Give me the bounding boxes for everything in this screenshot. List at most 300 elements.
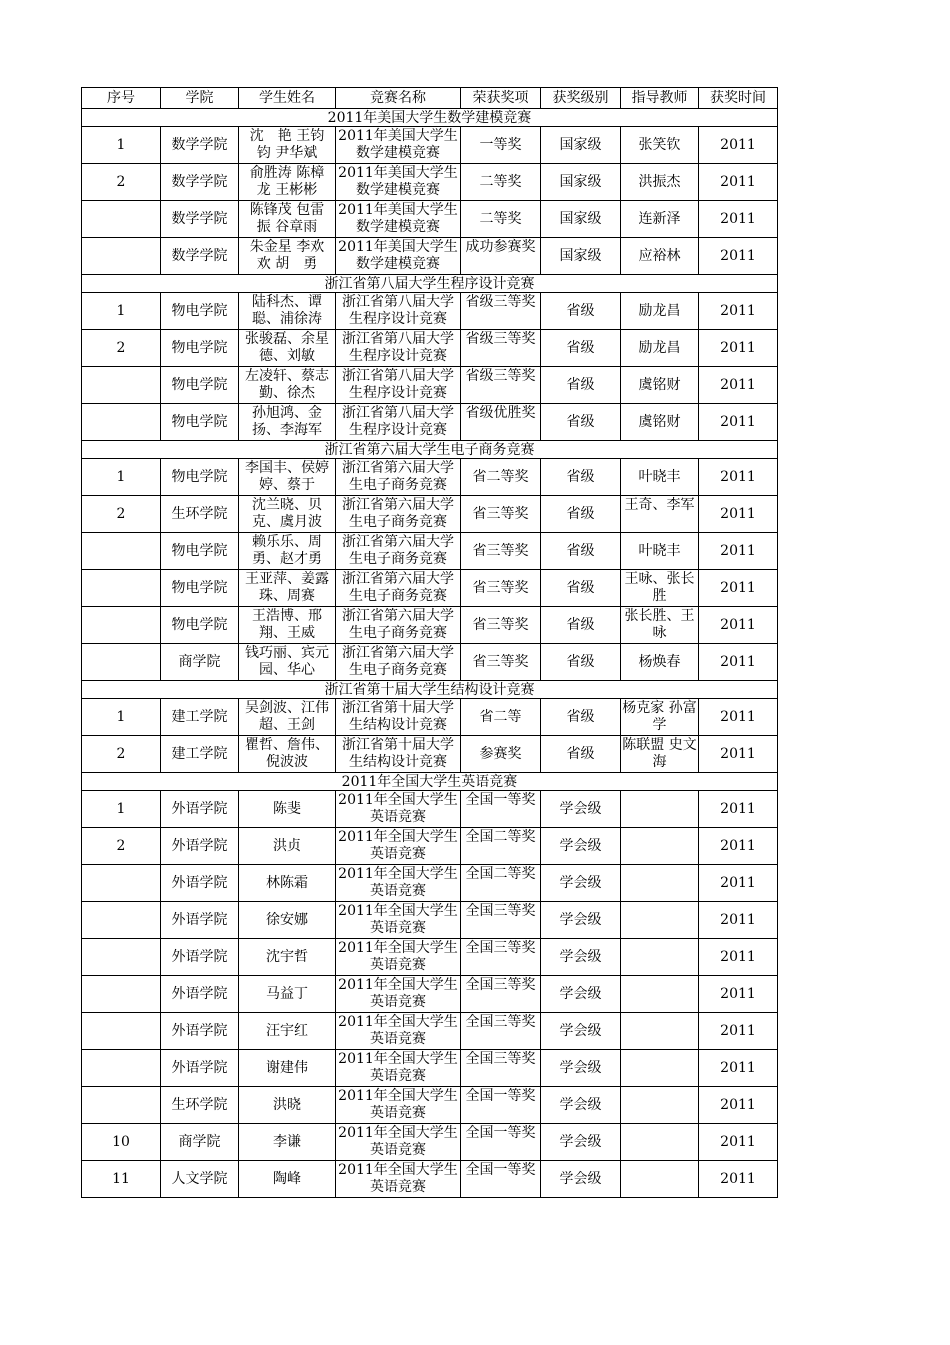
section-title-row (82, 441, 778, 459)
table-row (82, 1161, 778, 1198)
cell-content (336, 201, 460, 237)
cell-text: 物电学院 (171, 468, 228, 485)
cell-text: 赖乐乐、周勇、赵才勇 (252, 534, 322, 567)
cell-content (541, 828, 620, 864)
cell-content (541, 127, 620, 163)
cell-content (461, 127, 540, 163)
cell-text: 全国三等奖 (465, 940, 536, 956)
cell-content (161, 164, 238, 200)
cell-student-names (239, 976, 336, 1013)
cell-text: 国家级 (559, 173, 602, 190)
cell-content (461, 404, 540, 440)
cell-content (336, 293, 460, 329)
cell-content (621, 533, 698, 569)
cell-text: 省级 (566, 376, 595, 393)
cell-advisor (621, 164, 699, 201)
cell-award-year (699, 791, 778, 828)
table-row (82, 367, 778, 404)
cell-award-level (541, 902, 621, 939)
cell-competition (336, 828, 461, 865)
cell-content (699, 238, 777, 274)
cell-content (699, 1050, 777, 1086)
cell-index (82, 201, 161, 238)
cell-content (621, 238, 698, 274)
cell-content (161, 902, 238, 938)
cell-content (82, 902, 160, 938)
cell-award-level (541, 791, 621, 828)
table-row (82, 607, 778, 644)
cell-content (541, 1087, 620, 1123)
cell-index (82, 330, 161, 367)
cell-content (82, 865, 160, 901)
cell-text: 2011 (720, 413, 756, 430)
cell-text: 国家级 (559, 136, 602, 153)
cell-award-level (541, 238, 621, 275)
cell-content (336, 238, 460, 274)
cell-text: 瞿哲、詹伟、倪波波 (245, 737, 329, 770)
cell-text: 国家级 (559, 210, 602, 227)
cell-college (161, 238, 239, 275)
cell-award-year (699, 496, 778, 533)
cell-advisor (621, 238, 699, 275)
cell-content (336, 1087, 460, 1123)
cell-college (161, 699, 239, 736)
cell-text: 省级 (566, 339, 595, 356)
cell-content (336, 791, 460, 827)
cell-content (621, 976, 698, 1012)
cell-award-year (699, 976, 778, 1013)
cell-content (82, 164, 160, 200)
cell-text: 省二等 (479, 708, 522, 725)
cell-content (82, 404, 160, 440)
cell-competition (336, 1124, 461, 1161)
cell-student-names (239, 865, 336, 902)
cell-text: 学会级 (559, 837, 602, 854)
cell-advisor (621, 404, 699, 441)
table-row (82, 201, 778, 238)
cell-text: 2011年全国大学生英语竞赛 (338, 1162, 458, 1195)
cell-content (161, 607, 238, 643)
cell-college (161, 1161, 239, 1198)
table-row (82, 533, 778, 570)
cell-content (461, 1124, 540, 1160)
cell-text: 2011 (720, 376, 756, 393)
cell-award-year (699, 902, 778, 939)
cell-content (461, 201, 540, 237)
cell-text: 俞胜涛 陈樟龙 王彬彬 (249, 165, 325, 198)
cell-index (82, 496, 161, 533)
cell-award-year (699, 367, 778, 404)
cell-competition (336, 736, 461, 773)
cell-text: 2011 (720, 1059, 756, 1076)
cell-advisor (621, 791, 699, 828)
cell-content (82, 127, 160, 163)
cell-competition (336, 404, 461, 441)
cell-content (461, 865, 540, 901)
cell-text: 虞铭财 (638, 376, 681, 393)
cell-text: 数学学院 (171, 136, 228, 153)
cell-content (621, 939, 698, 975)
cell-content (82, 607, 160, 643)
cell-text: 浙江省第八届大学生程序设计竞赛 (342, 368, 454, 401)
cell-content (239, 791, 335, 827)
cell-content (239, 164, 335, 200)
cell-award-year (699, 607, 778, 644)
table-row (82, 791, 778, 828)
cell-index (82, 238, 161, 275)
cell-content (161, 570, 238, 606)
cell-content (239, 644, 335, 680)
cell-content (541, 404, 620, 440)
cell-award-year (699, 238, 778, 275)
cell-student-names (239, 293, 336, 330)
cell-text: 叶晓丰 (638, 542, 681, 559)
section-title-row (82, 681, 778, 699)
cell-content (82, 459, 160, 495)
cell-index (82, 736, 161, 773)
cell-text: 学会级 (559, 1059, 602, 1076)
cell-college (161, 404, 239, 441)
cell-advisor (621, 533, 699, 570)
cell-content (161, 1161, 238, 1197)
cell-content (239, 238, 335, 274)
cell-text: 洪晓 (273, 1096, 301, 1113)
cell-content (541, 1013, 620, 1049)
cell-advisor (621, 828, 699, 865)
cell-text: 林陈霜 (266, 874, 308, 891)
cell-text: 浙江省第六届大学生电子商务竞赛 (342, 608, 454, 641)
cell-content (239, 976, 335, 1012)
cell-text: 物电学院 (171, 376, 228, 393)
cell-content (699, 459, 777, 495)
cell-text: 2011年全国大学生英语竞赛 (338, 903, 458, 936)
cell-student-names (239, 533, 336, 570)
cell-text: 2011年美国大学生数学建模竞赛 (338, 165, 458, 198)
cell-content (461, 939, 540, 975)
cell-content (541, 699, 620, 735)
cell-content (621, 828, 698, 864)
cell-text: 沈 艳 王钧钧 尹华斌 (249, 128, 325, 161)
cell-content (541, 607, 620, 643)
cell-content (161, 1013, 238, 1049)
cell-content (336, 570, 460, 606)
cell-text: 全国一等奖 (465, 792, 536, 808)
cell-content (239, 1087, 335, 1123)
cell-index (82, 828, 161, 865)
cell-award (461, 699, 541, 736)
cell-award-year (699, 127, 778, 164)
cell-college (161, 293, 239, 330)
cell-student-names (239, 238, 336, 275)
cell-content (239, 1161, 335, 1197)
cell-competition (336, 791, 461, 828)
cell-content (461, 736, 540, 772)
cell-content (699, 699, 777, 735)
cell-text: 洪贞 (273, 837, 301, 854)
header-cell-student-names: 学生姓名 (239, 88, 336, 109)
cell-text: 李国丰、侯婷婷、蔡于 (245, 460, 329, 493)
cell-text: 王咏、张长胜 (624, 571, 695, 604)
cell-content (161, 1050, 238, 1086)
table-row (82, 1013, 778, 1050)
cell-text: 张长胜、王咏 (624, 608, 695, 641)
cell-award (461, 293, 541, 330)
cell-advisor (621, 459, 699, 496)
cell-content (461, 1161, 540, 1197)
cell-content (541, 865, 620, 901)
cell-text: 1 (116, 800, 126, 817)
cell-content (239, 1013, 335, 1049)
cell-award-level (541, 533, 621, 570)
cell-content (621, 496, 698, 532)
cell-content (699, 902, 777, 938)
cell-index (82, 1124, 161, 1161)
cell-text: 2011 (720, 745, 756, 762)
cell-advisor (621, 865, 699, 902)
cell-content (461, 367, 540, 403)
cell-index (82, 644, 161, 681)
cell-competition (336, 459, 461, 496)
cell-content (336, 902, 460, 938)
cell-award-year (699, 201, 778, 238)
cell-text: 2011年美国大学生数学建模竞赛 (338, 128, 458, 161)
table-row (82, 496, 778, 533)
cell-college (161, 902, 239, 939)
cell-text: 汪宇红 (266, 1022, 308, 1039)
section-title: 浙江省第六届大学生电子商务竞赛 (82, 441, 778, 459)
cell-index (82, 1161, 161, 1198)
cell-content (621, 1161, 698, 1197)
cell-award (461, 496, 541, 533)
cell-text: 2011年美国大学生数学建模竞赛 (338, 202, 458, 235)
section-title-row (82, 109, 778, 127)
cell-competition (336, 367, 461, 404)
cell-competition (336, 1161, 461, 1198)
cell-college (161, 127, 239, 164)
cell-content (699, 939, 777, 975)
cell-content (82, 828, 160, 864)
cell-content (541, 644, 620, 680)
cell-student-names (239, 791, 336, 828)
header-cell-college: 学院 (161, 88, 239, 109)
table-row (82, 1087, 778, 1124)
cell-content (161, 127, 238, 163)
cell-content (336, 1013, 460, 1049)
cell-content (461, 293, 540, 329)
cell-award-year (699, 533, 778, 570)
cell-content (336, 1161, 460, 1197)
cell-text: 浙江省第八届大学生程序设计竞赛 (342, 405, 454, 438)
cell-content (461, 976, 540, 1012)
cell-content (699, 865, 777, 901)
cell-award (461, 939, 541, 976)
cell-text: 2 (116, 745, 126, 762)
cell-text: 2011 (720, 708, 756, 725)
cell-text: 谢建伟 (266, 1059, 308, 1076)
cell-content (161, 865, 238, 901)
cell-text: 1 (116, 708, 126, 725)
cell-index (82, 293, 161, 330)
cell-text: 2011年全国大学生英语竞赛 (338, 940, 458, 973)
header-cell-award-year: 获奖时间 (699, 88, 778, 109)
cell-text: 沈兰晓、贝克、虞月波 (252, 497, 322, 530)
cell-text: 数学学院 (171, 173, 228, 190)
cell-content (461, 1013, 540, 1049)
cell-content (461, 330, 540, 366)
cell-text: 省级 (566, 302, 595, 319)
cell-content (161, 201, 238, 237)
cell-text: 2011 (720, 136, 756, 153)
cell-text: 2011年全国大学生英语竞赛 (338, 1125, 458, 1158)
cell-student-names (239, 1161, 336, 1198)
cell-content (239, 496, 335, 532)
cell-text: 外语学院 (171, 1022, 228, 1039)
cell-text: 数学学院 (171, 247, 228, 264)
cell-text: 2011年全国大学生英语竞赛 (338, 829, 458, 862)
cell-index (82, 1013, 161, 1050)
cell-text: 外语学院 (171, 948, 228, 965)
cell-text: 陈锋茂 包雷振 谷章雨 (249, 202, 325, 235)
cell-text: 浙江省第六届大学生电子商务竞赛 (342, 460, 454, 493)
cell-text: 建工学院 (171, 745, 228, 762)
cell-index (82, 533, 161, 570)
cell-content (161, 459, 238, 495)
cell-content (541, 1161, 620, 1197)
cell-award-level (541, 570, 621, 607)
cell-college (161, 1050, 239, 1087)
cell-competition (336, 570, 461, 607)
cell-text: 2011 (720, 911, 756, 928)
cell-text: 2 (116, 339, 126, 356)
cell-content (621, 367, 698, 403)
cell-content (336, 607, 460, 643)
cell-text: 省三等奖 (472, 505, 529, 522)
cell-competition (336, 865, 461, 902)
cell-text: 钱巧丽、宾元园、华心 (245, 645, 329, 678)
cell-content (239, 570, 335, 606)
cell-competition (336, 607, 461, 644)
cell-college (161, 164, 239, 201)
cell-content (699, 736, 777, 772)
table-row (82, 736, 778, 773)
cell-text: 外语学院 (171, 985, 228, 1002)
cell-content (336, 1050, 460, 1086)
cell-content (161, 1124, 238, 1160)
cell-content (541, 238, 620, 274)
cell-content (161, 939, 238, 975)
cell-content (336, 459, 460, 495)
cell-award-level (541, 828, 621, 865)
cell-text: 物电学院 (171, 616, 228, 633)
cell-text: 省级三等奖 (465, 294, 536, 310)
cell-text: 左凌轩、蔡志勤、徐杰 (245, 368, 329, 401)
cell-content (239, 367, 335, 403)
cell-competition (336, 496, 461, 533)
cell-student-names (239, 699, 336, 736)
cell-award (461, 164, 541, 201)
cell-content (82, 238, 160, 274)
cell-content (541, 939, 620, 975)
cell-content (461, 533, 540, 569)
cell-text: 生环学院 (171, 1096, 228, 1113)
table-row (82, 404, 778, 441)
cell-content (621, 699, 698, 735)
cell-text: 1 (116, 468, 126, 485)
cell-award (461, 330, 541, 367)
cell-text: 2011年全国大学生英语竞赛 (338, 1088, 458, 1121)
cell-award (461, 1124, 541, 1161)
cell-content (699, 164, 777, 200)
cell-content (82, 533, 160, 569)
cell-content (621, 736, 698, 772)
cell-content (541, 1050, 620, 1086)
cell-college (161, 828, 239, 865)
cell-content (161, 404, 238, 440)
cell-text: 省级 (566, 505, 595, 522)
cell-student-names (239, 404, 336, 441)
cell-text: 浙江省第八届大学生程序设计竞赛 (342, 331, 454, 364)
cell-text: 外语学院 (171, 837, 228, 854)
cell-text: 全国二等奖 (465, 866, 536, 882)
cell-text: 应裕林 (638, 247, 681, 264)
cell-content (82, 939, 160, 975)
cell-college (161, 367, 239, 404)
cell-content (541, 976, 620, 1012)
cell-text: 省级 (566, 653, 595, 670)
cell-advisor (621, 939, 699, 976)
cell-content (239, 127, 335, 163)
cell-text: 省级 (566, 413, 595, 430)
cell-content (461, 238, 540, 274)
cell-award-level (541, 736, 621, 773)
cell-award-year (699, 404, 778, 441)
cell-content (699, 404, 777, 440)
cell-award-level (541, 459, 621, 496)
cell-content (161, 330, 238, 366)
cell-index (82, 1050, 161, 1087)
cell-text: 2011 (720, 1170, 756, 1187)
cell-text: 学会级 (559, 985, 602, 1002)
section-title: 浙江省第八届大学生程序设计竞赛 (82, 275, 778, 293)
cell-advisor (621, 570, 699, 607)
cell-text: 2011年美国大学生数学建模竞赛 (338, 239, 458, 272)
cell-content (336, 644, 460, 680)
cell-content (699, 1161, 777, 1197)
cell-text: 励龙昌 (638, 339, 681, 356)
cell-text: 省级 (566, 579, 595, 596)
cell-college (161, 1013, 239, 1050)
cell-content (336, 976, 460, 1012)
awards-table-body (82, 88, 778, 1198)
cell-content (621, 1087, 698, 1123)
cell-text: 浙江省第六届大学生电子商务竞赛 (342, 571, 454, 604)
cell-award-level (541, 1050, 621, 1087)
table-row (82, 1124, 778, 1161)
cell-content (82, 644, 160, 680)
cell-content (621, 330, 698, 366)
cell-content (461, 570, 540, 606)
cell-content (336, 939, 460, 975)
cell-text: 徐安娜 (266, 911, 308, 928)
cell-content (161, 1087, 238, 1123)
cell-text: 物电学院 (171, 302, 228, 319)
cell-competition (336, 699, 461, 736)
cell-text: 数学学院 (171, 210, 228, 227)
cell-student-names (239, 1124, 336, 1161)
cell-content (541, 459, 620, 495)
cell-award-year (699, 570, 778, 607)
cell-content (82, 570, 160, 606)
